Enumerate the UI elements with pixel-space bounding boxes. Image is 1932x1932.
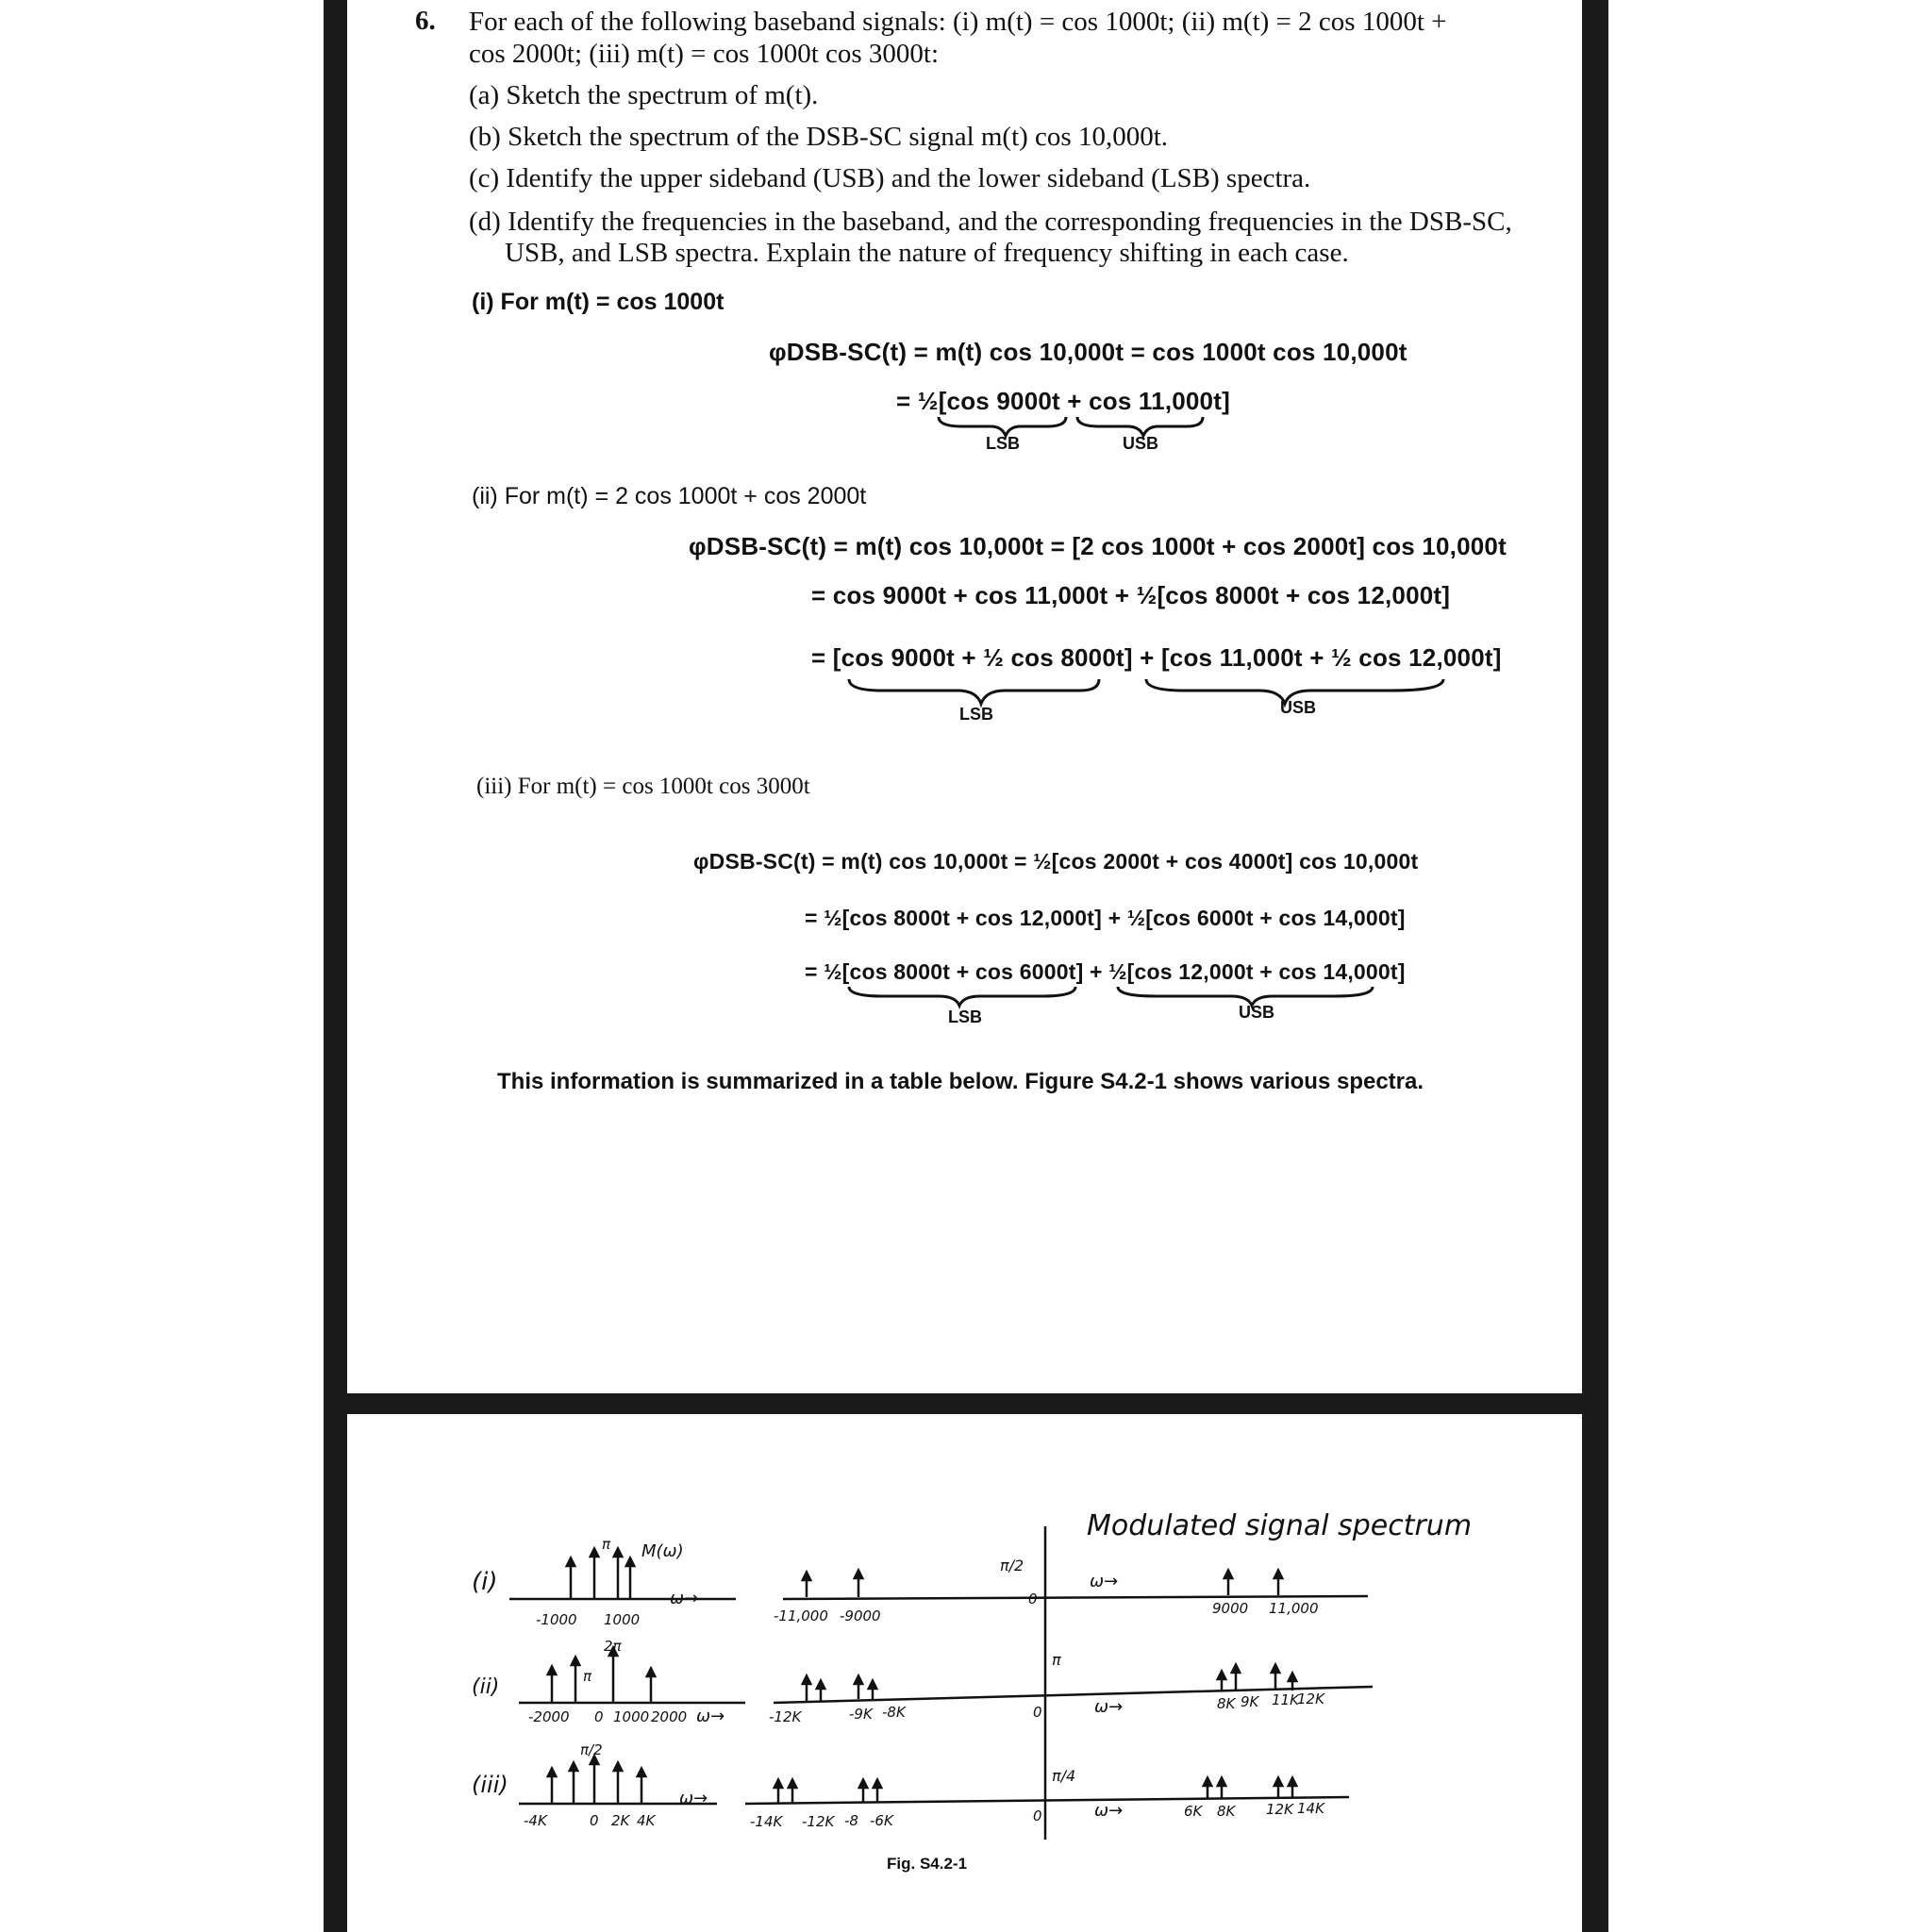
case-ii-eq1: φDSB-SC(t) = m(t) cos 10,000t = [2 cos 1000t + cos 2000t] cos 10,000t bbox=[689, 532, 1507, 560]
row-ii-baseband-tick: -2000 bbox=[528, 1708, 570, 1725]
baseband-axis-label: M(ω) bbox=[641, 1541, 684, 1561]
case-ii-eq3: = [cos 9000t + ½ cos 8000t] + [cos 11,000t + ½ cos 12,000t] bbox=[811, 643, 1502, 672]
row-iii-mod-tick: 12K bbox=[1266, 1801, 1293, 1818]
omega-axis-label: ω→ bbox=[1094, 1697, 1124, 1717]
row-i-mod-tick: 9000 bbox=[1212, 1600, 1249, 1617]
row-ii-baseband-tick: 1000 bbox=[613, 1708, 650, 1725]
row-ii-baseband-tick: 2000 bbox=[651, 1708, 688, 1725]
row-iii-mod-tick: -6K bbox=[870, 1812, 893, 1829]
case-ii-lsb-label: LSB bbox=[959, 705, 993, 724]
row-iii-label: (iii) bbox=[472, 1772, 508, 1798]
row-ii-mod-tick: -8K bbox=[882, 1704, 906, 1721]
row-ii-mod-tick: 11K bbox=[1272, 1691, 1299, 1708]
row-iii-mod-tick: -14K bbox=[750, 1813, 783, 1830]
row-iii-baseband-tick: 0 bbox=[590, 1812, 599, 1829]
part-b: (b) Sketch the spectrum of the DSB-SC signal m(t) cos 10,000t. bbox=[469, 122, 1169, 152]
row-i-mod-tick: -11,000 bbox=[774, 1607, 828, 1624]
case-iii-eq3: = ½[cos 8000t + cos 6000t] + ½[cos 12,000t + cos 14,000t] bbox=[805, 959, 1406, 984]
row-ii-baseband-tick: 0 bbox=[594, 1708, 604, 1725]
row-ii-mod-amplitude: π bbox=[1052, 1651, 1061, 1669]
omega-axis-label: ω→ bbox=[1090, 1572, 1119, 1591]
case-ii-usb-label: USB bbox=[1280, 698, 1317, 717]
row-iii-baseband-tick: 2K bbox=[611, 1812, 630, 1829]
part-c: (c) Identify the upper sideband (USB) and the lower sideband (LSB) spectra. bbox=[469, 163, 1311, 193]
case-ii-label: (ii) For m(t) = 2 cos 1000t + cos 2000t bbox=[472, 483, 867, 509]
row-iii-mod-tick: 8K bbox=[1217, 1803, 1236, 1820]
row-i-baseband-tick: 1000 bbox=[604, 1611, 641, 1628]
omega-axis-label: ω→ bbox=[679, 1789, 708, 1808]
row-iii-baseband-amplitude: π/2 bbox=[580, 1741, 603, 1758]
summary-text: This information is summarized in a table below. Figure S4.2-1 shows various spectra. bbox=[497, 1069, 1424, 1094]
figure-title: Modulated signal spectrum bbox=[1087, 1509, 1473, 1542]
case-ii-eq2: = cos 9000t + cos 11,000t + ½[cos 8000t + cos 12,000t] bbox=[811, 581, 1451, 609]
case-iii-usb-label: USB bbox=[1239, 1003, 1275, 1022]
right-border bbox=[1582, 0, 1608, 1932]
row-ii-baseband-amplitude: 2π bbox=[604, 1638, 622, 1655]
part-d-line2: USB, and LSB spectra. Explain the nature of frequency shifting in each case. bbox=[505, 238, 1349, 268]
case-iii-label: (iii) For m(t) = cos 1000t cos 3000t bbox=[476, 774, 810, 799]
case-i-usb-label: USB bbox=[1123, 434, 1159, 453]
case-i-sideband-braces bbox=[934, 413, 1217, 441]
case-iii-sideband-braces bbox=[844, 983, 1382, 1011]
left-border bbox=[324, 0, 347, 1932]
row-i-origin: 0 bbox=[1028, 1591, 1038, 1607]
problem-intro-line1: For each of the following baseband signals: (i) m(t) = cos 1000t; (ii) m(t) = 2 cos 1000t + bbox=[469, 7, 1447, 37]
row-iii-baseband-tick: 4K bbox=[637, 1812, 656, 1829]
row-iii-origin: 0 bbox=[1033, 1807, 1042, 1824]
row-iii-mod-tick: 14K bbox=[1297, 1800, 1324, 1817]
row-ii-baseband-amplitude: π bbox=[583, 1668, 592, 1685]
row-i-baseband-tick: -1000 bbox=[536, 1611, 577, 1628]
row-i-mod-tick: 11,000 bbox=[1269, 1600, 1319, 1617]
row-i-mod-tick: -9000 bbox=[840, 1607, 881, 1624]
page-divider bbox=[324, 1393, 1608, 1414]
case-iii-eq1: φDSB-SC(t) = m(t) cos 10,000t = ½[cos 2000t + cos 4000t] cos 10,000t bbox=[693, 849, 1419, 874]
row-ii-mod-tick: -12K bbox=[769, 1708, 802, 1725]
case-i-label: (i) For m(t) = cos 1000t bbox=[472, 289, 724, 315]
omega-axis-label: ω→ bbox=[1094, 1801, 1124, 1821]
case-i-eq1: φDSB-SC(t) = m(t) cos 10,000t = cos 1000t cos 10,000t bbox=[769, 338, 1407, 366]
case-iii-eq2: = ½[cos 8000t + cos 12,000t] + ½[cos 6000t + cos 14,000t] bbox=[805, 906, 1406, 930]
row-ii-mod-tick: 8K bbox=[1217, 1695, 1236, 1712]
omega-axis-label: ω→ bbox=[696, 1707, 725, 1726]
omega-axis-label: ω→ bbox=[670, 1589, 699, 1608]
row-i-label: (i) bbox=[472, 1568, 498, 1596]
row-i-mod-amplitude: π/2 bbox=[1000, 1557, 1024, 1574]
row-ii-mod-tick: 9K bbox=[1241, 1693, 1259, 1710]
part-d-line1: (d) Identify the frequencies in the baseband, and the corresponding frequencies in the DSB-SC, bbox=[469, 207, 1512, 237]
spectra-drawing bbox=[462, 1509, 1415, 1849]
figure-caption: Fig. S4.2-1 bbox=[887, 1855, 968, 1873]
case-iii-lsb-label: LSB bbox=[948, 1008, 982, 1026]
row-i-baseband-amplitude: π bbox=[602, 1536, 611, 1553]
problem-number: 6. bbox=[415, 6, 436, 36]
row-iii-mod-tick: -8 bbox=[844, 1812, 858, 1829]
row-ii-label: (ii) bbox=[472, 1675, 500, 1699]
case-i-lsb-label: LSB bbox=[986, 434, 1020, 453]
part-a: (a) Sketch the spectrum of m(t). bbox=[469, 80, 819, 110]
row-ii-origin: 0 bbox=[1033, 1704, 1042, 1721]
row-ii-mod-tick: 12K bbox=[1297, 1690, 1324, 1707]
row-ii-mod-tick: -9K bbox=[849, 1706, 873, 1723]
problem-intro-line2: cos 2000t; (iii) m(t) = cos 1000t cos 3000t: bbox=[469, 39, 940, 69]
case-ii-sideband-braces bbox=[844, 675, 1457, 713]
case-i-eq2: = ½[cos 9000t + cos 11,000t] bbox=[896, 387, 1230, 415]
row-iii-baseband-tick: -4K bbox=[524, 1812, 547, 1829]
row-iii-mod-tick: -12K bbox=[802, 1813, 835, 1830]
row-iii-mod-amplitude: π/4 bbox=[1052, 1767, 1076, 1785]
row-iii-mod-tick: 6K bbox=[1184, 1803, 1203, 1820]
